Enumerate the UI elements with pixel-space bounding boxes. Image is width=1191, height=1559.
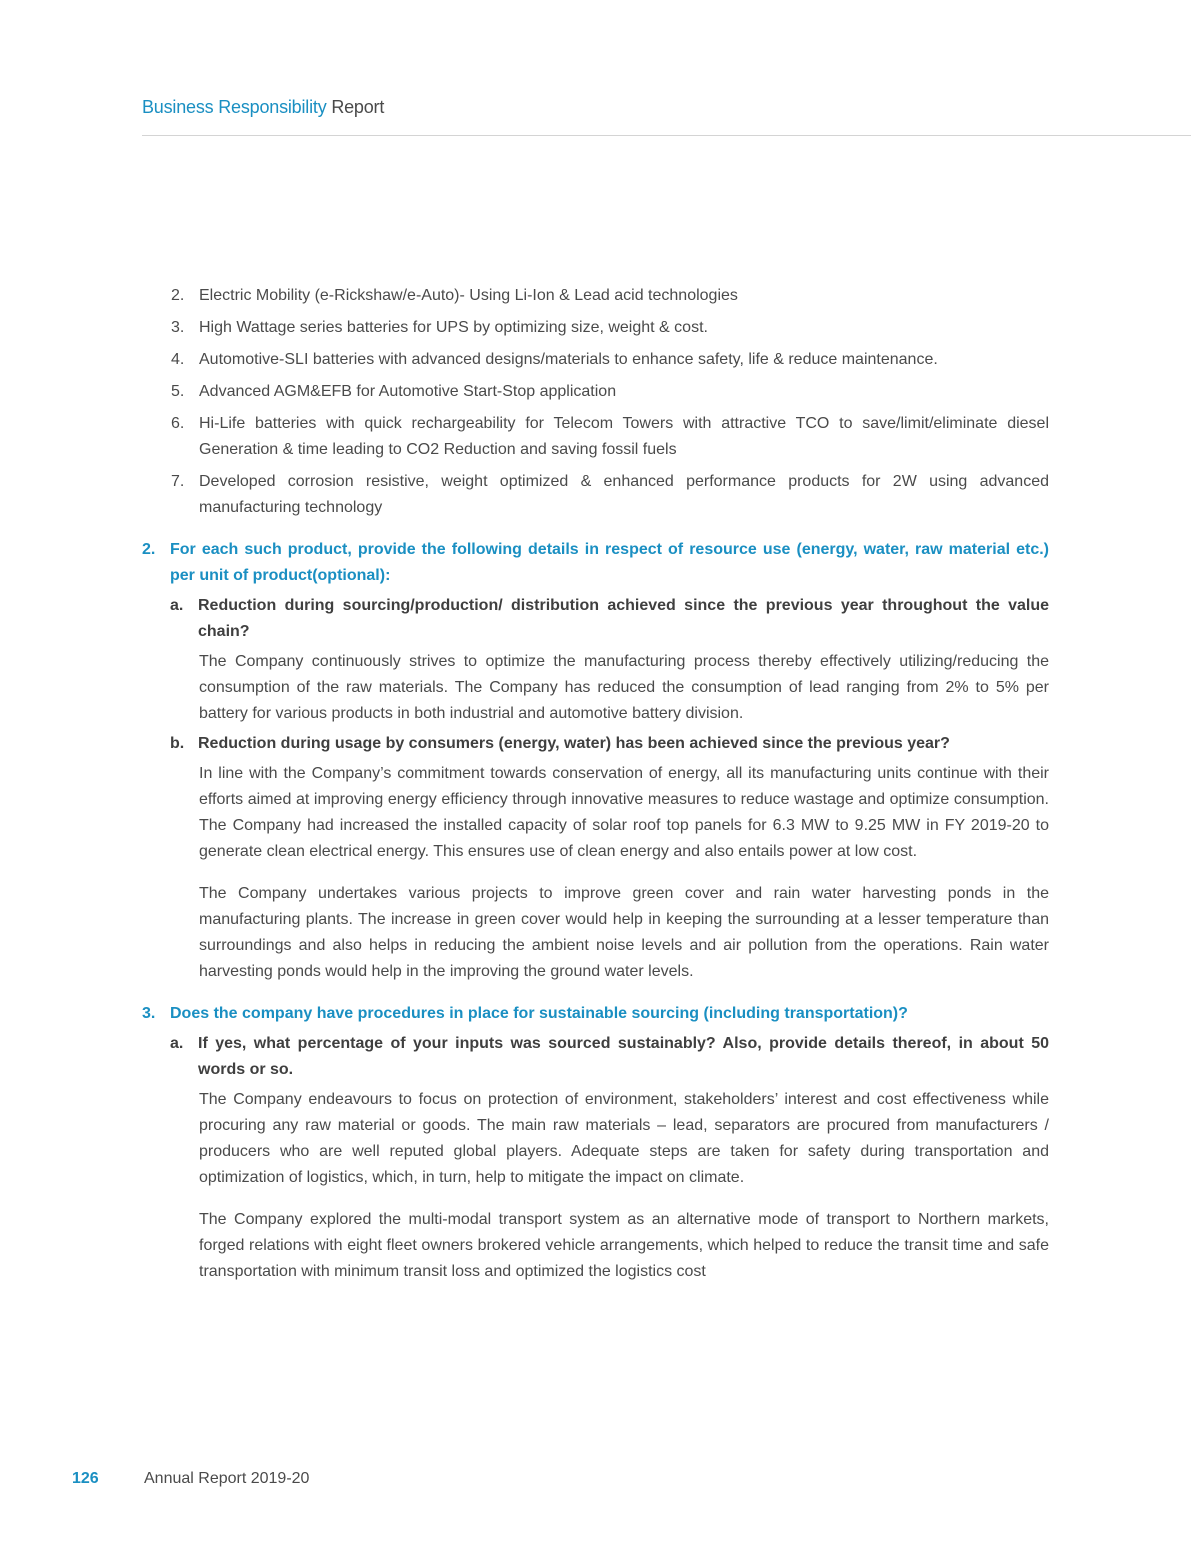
list-item-text: Automotive-SLI batteries with advanced designs/materials to enhance safety, life & reduce maintenance. xyxy=(199,351,938,368)
sub-question-text: Reduction during sourcing/production/ distribution achieved since the previous year throughout the value chain? xyxy=(198,597,1049,640)
list-item-text: Developed corrosion resistive, weight optimized & enhanced performance products for 2W using advanced manufacturing technology xyxy=(199,473,1049,516)
list-item-number: 6. xyxy=(171,415,185,432)
list-item-number: 4. xyxy=(171,351,185,368)
question-2 xyxy=(142,537,1049,589)
list-item xyxy=(142,283,1049,309)
page-content xyxy=(142,283,1049,1289)
sub-question-text: Reduction during usage by consumers (energy, water) has been achieved since the previous year? xyxy=(198,735,950,752)
sub-question-text: If yes, what percentage of your inputs was sourced sustainably? Also, provide details thereof, in about 50 words or so. xyxy=(198,1035,1049,1078)
list-item-text: Hi-Life batteries with quick rechargeability for Telecom Towers with attractive TCO to save/limit/eliminate diesel Generation & time leading to CO2 Reduction and saving fossil fuels xyxy=(199,415,1049,458)
answer-paragraph: The Company endeavours to focus on protection of environment, stakeholders’ interest and cost effectiveness while procuring any raw material or goods. The main raw materials – lead, separators are procured from manufacturers / producers who are well reputed global players. Adequate steps are taken for safety during transportation and optimization of logistics, which, in turn, help to mitigate the impact on climate. xyxy=(199,1091,1049,1186)
answer-paragraph: The Company explored the multi-modal transport system as an alternative mode of transport to Northern markets, forged relations with eight fleet owners brokered vehicle arrangements, which helped to reduce the transit time and safe transportation with minimum transit loss and optimized the logistics cost xyxy=(199,1211,1049,1280)
list-item-text: Electric Mobility (e-Rickshaw/e-Auto)- Using Li-Ion & Lead acid technologies xyxy=(199,287,738,304)
sub-question-letter: b. xyxy=(170,735,185,752)
list-item xyxy=(142,315,1049,341)
list-item-number: 3. xyxy=(171,319,185,336)
question-3a xyxy=(142,1031,1049,1083)
question-text: For each such product, provide the following details in respect of resource use (energy, water, raw material etc.) per unit of product(optional): xyxy=(170,541,1049,584)
header-divider xyxy=(142,135,1191,136)
list-item-number: 7. xyxy=(171,473,185,490)
header-title-accent: Business Responsibility xyxy=(142,97,327,117)
question-number: 2. xyxy=(142,541,156,558)
list-item xyxy=(142,469,1049,521)
page-header xyxy=(142,97,384,118)
list-item xyxy=(142,411,1049,463)
answer-paragraph: In line with the Company’s commitment towards conservation of energy, all its manufacturing units continue with their efforts aimed at improving energy efficiency through innovative measures to reduce wastage and optimize consumption. The Company had increased the installed capacity of solar roof top panels for 6.3 MW to 9.25 MW in FY 2019-20 to generate clean electrical energy. This ensures use of clean energy and also entails power at low cost. xyxy=(199,765,1049,860)
question-2a xyxy=(142,593,1049,645)
question-number: 3. xyxy=(142,1005,156,1022)
list-item-text: Advanced AGM&EFB for Automotive Start-Stop application xyxy=(199,383,617,400)
product-list xyxy=(142,283,1049,521)
question-3 xyxy=(142,1001,1049,1027)
list-item-number: 5. xyxy=(171,383,185,400)
answer-paragraph: The Company undertakes various projects to improve green cover and rain water harvesting ponds in the manufacturing plants. The increase in green cover would help in keeping the surrounding at a lesser temperature than surroundings and also helps in reducing the ambient noise levels and air pollution from the operations. Rain water harvesting ponds would help in the improving the ground water levels. xyxy=(199,885,1049,980)
list-item-text: High Wattage series batteries for UPS by optimizing size, weight & cost. xyxy=(199,319,708,336)
page-number: 126 xyxy=(72,1470,99,1487)
sub-question-letter: a. xyxy=(170,597,184,614)
question-text: Does the company have procedures in place for sustainable sourcing (including transportation)? xyxy=(170,1005,908,1022)
footer-report-title: Annual Report 2019-20 xyxy=(144,1470,310,1487)
sub-question-letter: a. xyxy=(170,1035,184,1052)
header-title-rest: Report xyxy=(331,97,385,117)
list-item xyxy=(142,347,1049,373)
list-item xyxy=(142,379,1049,405)
answer-paragraph: The Company continuously strives to optimize the manufacturing process thereby effectively utilizing/reducing the consumption of the raw materials. The Company has reduced the consumption of lead ranging from 2% to 5% per battery for various products in both industrial and automotive battery division. xyxy=(199,653,1049,722)
list-item-number: 2. xyxy=(171,287,185,304)
question-2b xyxy=(142,731,1049,757)
